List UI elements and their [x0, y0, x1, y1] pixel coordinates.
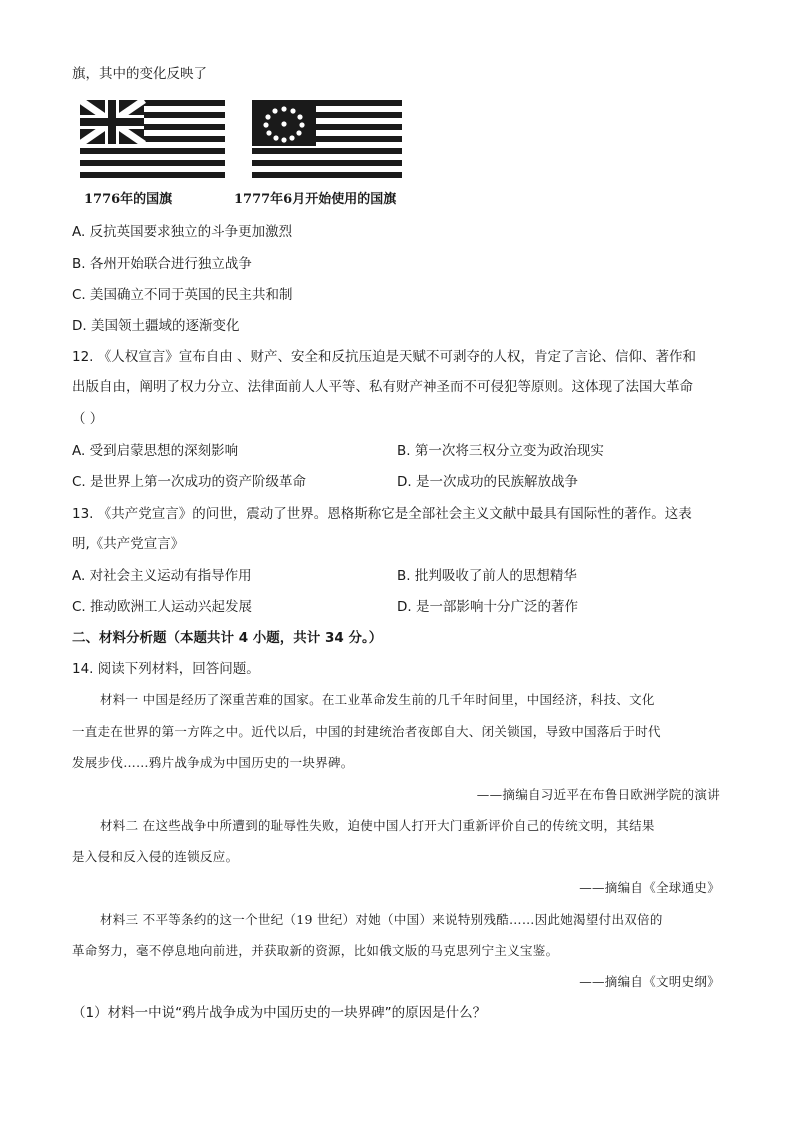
flag-1776-icon	[80, 100, 225, 180]
q11-option-c: C. 美国确立不同于英国的民主共和制	[72, 287, 293, 303]
question-11-stem-tail: 旗，其中的变化反映了	[72, 66, 207, 82]
q13-option-c: C. 推动欧洲工人运动兴起发展	[72, 599, 253, 615]
q13-stem-line2: 明,《共产党宣言》	[72, 536, 185, 552]
q14-subquestion-1: （1）材料一中说“鸦片战争成为中国历史的一块界碑”的原因是什么？	[72, 1005, 487, 1021]
material-2-source: ——摘编自《全球通史》	[579, 880, 720, 895]
material-2-line2: 是入侵和反入侵的连锁反应。	[72, 849, 239, 864]
q12-option-b: B. 第一次将三权分立变为政治现实	[397, 443, 604, 459]
q11-option-d: D. 美国领土疆域的逐渐变化	[72, 318, 240, 334]
q14-stem: 14. 阅读下列材料，回答问题。	[72, 661, 260, 677]
q11-option-a: A. 反抗英国要求独立的斗争更加激烈	[72, 224, 293, 240]
q12-option-d: D. 是一次成功的民族解放战争	[397, 474, 578, 490]
material-3-source: ——摘编自《文明史纲》	[579, 974, 720, 989]
flag-1776-caption: 1776年的国旗	[84, 192, 173, 207]
q13-option-b: B. 批判吸收了前人的思想精华	[397, 568, 577, 584]
material-3-line2: 革命努力，毫不停息地向前进，并获取新的资源，比如俄文版的马克思列宁主义宝鉴。	[72, 943, 559, 958]
q12-stem-line1: 12. 《人权宣言》宣布自由 、财产、安全和反抗压迫是天赋不可剥夺的人权，肯定了言论、信仰、著作和	[72, 349, 697, 365]
flag-1777-caption: 1777年6月开始使用的国旗	[234, 192, 397, 207]
material-3-line1: 材料三 不平等条约的这一个世纪（19 世纪）对她（中国）来说特别残酷……因此她渴望付出双倍的	[100, 912, 663, 927]
q12-option-a: A. 受到启蒙思想的深刻影响	[72, 443, 239, 459]
q12-option-c: C. 是世界上第一次成功的资产阶级革命	[72, 474, 307, 490]
material-1-line1: 材料一 中国是经历了深重苦难的国家。在工业革命发生前的几千年时间里，中国经济，科技、文化	[100, 692, 655, 707]
material-1-source: ——摘编自习近平在布鲁日欧洲学院的演讲	[476, 787, 720, 802]
q13-option-a: A. 对社会主义运动有指导作用	[72, 568, 252, 584]
flag-1777-image	[252, 100, 402, 184]
material-2-line1: 材料二 在这些战争中所遭到的耻辱性失败，迫使中国人打开大门重新评价自己的传统文明，其结果	[100, 818, 655, 833]
flag-1777-icon	[252, 100, 402, 180]
q11-option-b: B. 各州开始联合进行独立战争	[72, 256, 252, 272]
q13-option-d: D. 是一部影响十分广泛的著作	[397, 599, 578, 615]
q12-answer-paren: （ ）	[72, 411, 104, 427]
material-1-line3: 发展步伐……鸦片战争成为中国历史的一块界碑。	[72, 755, 354, 770]
section-2-title: 二、材料分析题（本题共计 4 小题，共计 34 分。）	[72, 630, 383, 646]
flag-1776-image	[80, 100, 225, 184]
material-1-line2: 一直走在世界的第一方阵之中。近代以后，中国的封建统治者夜郎自大、闭关锁国，导致中国落后于时代	[72, 724, 661, 739]
q12-stem-line2: 出版自由，阐明了权力分立、法律面前人人平等、私有财产神圣而不可侵犯等原则。这体现了法国大革命	[72, 379, 693, 395]
q13-stem-line1: 13. 《共产党宣言》的问世，震动了世界。恩格斯称它是全部社会主义文献中最具有国际性的著作。这表	[72, 506, 692, 522]
